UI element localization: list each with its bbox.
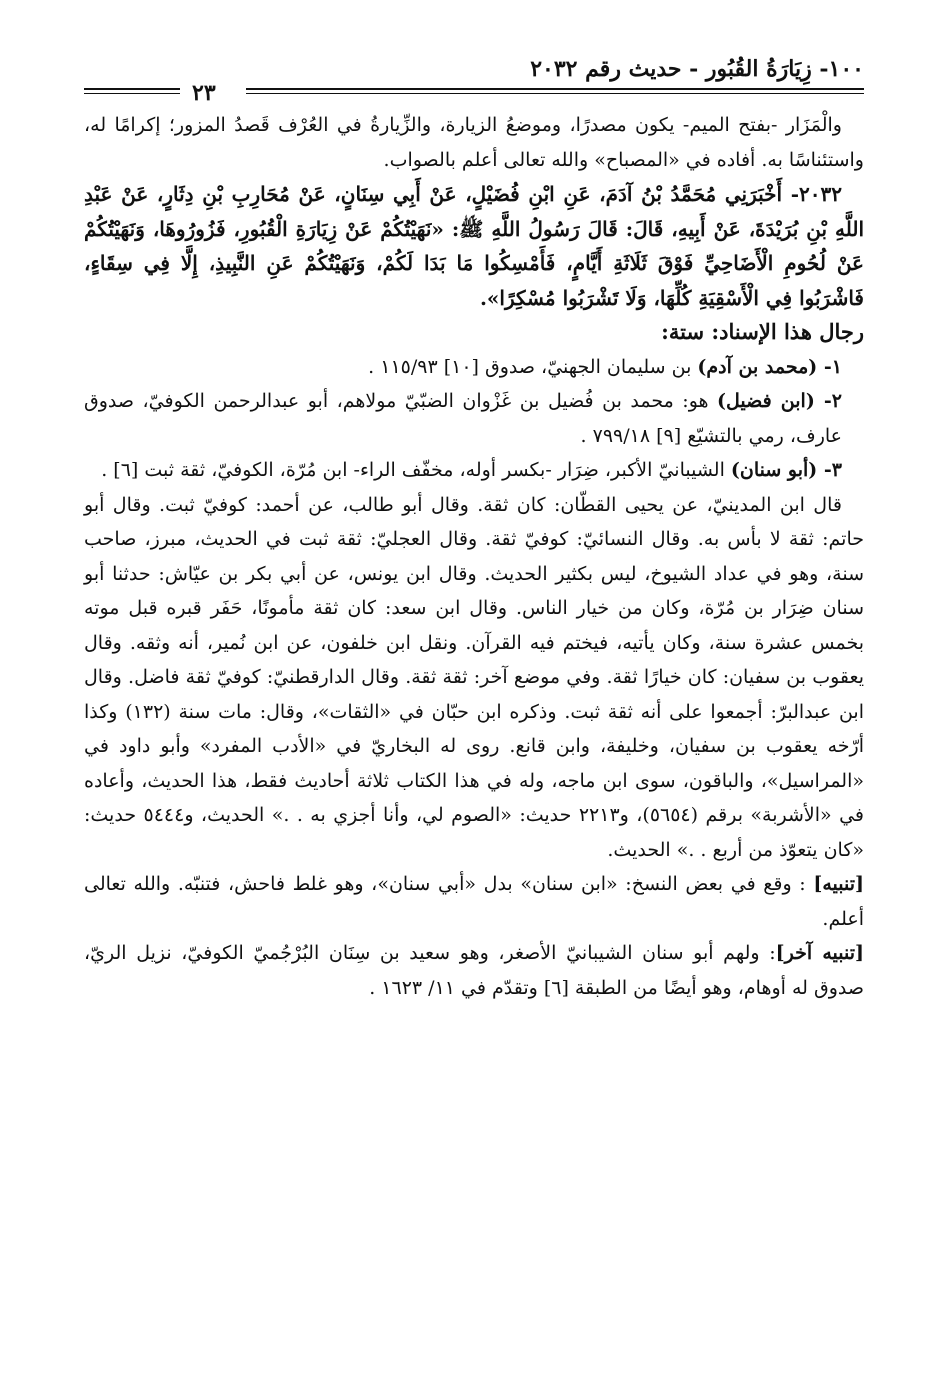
narrator-name: ٣- (أبو سنان): [730, 459, 842, 481]
narrator-text: الشيبانيّ الأكبر، ضِرَار -بكسر أوله، مخفّف الراء- ابن مُرّة، الكوفيّ، ثقة ثبت [٦] .: [101, 459, 731, 481]
page-body: [84, 108, 864, 1005]
hadith-text: ٢٠٣٢- أَخْبَرَنِي مُحَمَّدُ بْنُ آدَمَ، عَنِ ابْنِ فُضَيْلٍ، عَنْ أَبِي سِنَانٍ، عَنْ مُحَارِبِ بْنِ دِثَارٍ، عَنْ عَبْدِ اللَّهِ بْنِ بُرَيْدَةَ، عَنْ أَبِيهِ، قَالَ: قَالَ رَسُولُ اللَّهِ ﷺ: «نَهَيْتُكُمْ عَنْ زِيَارَةِ الْقُبُورِ، فَزُورُوهَا، وَنَهَيْتُكُمْ عَنْ لُحُومِ الْأَضَاحِيِّ فَوْقَ ثَلَاثَةِ أَيَّامٍ، فَأَمْسِكُوا مَا بَدَا لَكُمْ، وَنَهَيْتُكُمْ عَنِ النَّبِيذِ، إِلَّا فِي سِقَاءٍ، فَاشْرَبُوا فِي الْأَسْقِيَةِ كُلِّهَا، وَلَا تَشْرَبُوا مُسْكِرًا».: [84, 182, 864, 310]
note-text: : ولهم أبو سنان الشيبانيّ الأصغر، وهو سعيد بن سِنَان البُرْجُميّ الكوفيّ، نزيل الريّ، صدوق له أوهام، وهو أيضًا من الطبقة [٦] وتقدّم في ١١/ ١٦٢٣ .: [84, 942, 864, 999]
note-entry: [84, 867, 864, 936]
narrator-text: هو: محمد بن فُضيل بن غَزْوان الضبّيّ مولاهم، أبو عبدالرحمن الكوفيّ، صدوق عارف، رمي بالتشيّع [٩] ٧٩٩/١٨ .: [84, 390, 842, 447]
header-rule: [246, 88, 864, 94]
note-text: : وقع في بعض النسخ: «ابن سنان» بدل «أبي سنان»، وهو غلط فاحش، فتنبّه. والله تعالى أعلم.: [84, 873, 864, 930]
note-label: [تنبيه]: [813, 873, 864, 895]
running-title: ١٠٠- زِيَارَةُ القُبُور - حديث رقم ٢٠٣٢: [530, 56, 864, 82]
header-rule-short: [84, 88, 180, 94]
commentary-paragraph: قال ابن المدينيّ، عن يحيى القطّان: كان ثقة. وقال أبو طالب، عن أحمد: كوفيّ ثبت. وقال أبو حاتم: ثقة لا بأس به. وقال النسائيّ: كوفيّ ثقة. وقال العجليّ: ثقة ثبت في الحديث، مبرز، صاحب سنة، وهو في عداد الشيوخ، ليس بكثير الحديث. وقال ابن يونس، عن أبي بكر بن عيّاش: حدثنا أبو سنان ضِرَار بن مُرّة، وكان من خيار الناس. وقال ابن سعد: كان ثقة مأمونًا، حَفَر قبره قبل موته بخمس عشرة سنة، وكان يأتيه، فيختم فيه القرآن. ونقل ابن خلفون، عن ابن نُمير، أنه وثقه. وقال يعقوب بن سفيان: كان خيارًا ثقة. وفي موضع آخر: ثقة ثقة. وقال الدارقطنيّ: كوفيّ ثقة فاضل. وقال ابن عبدالبرّ: أجمعوا على أنه ثقة ثبت. وذكره ابن حبّان في «الثقات»، وقال: مات سنة (١٣٢) وكذا أرّخه يعقوب بن سفيان، وخليفة، وابن قانع. روى له البخاريّ في «الأدب المفرد» وأبو داود في «المراسيل»، والباقون، سوى ابن ماجه، وله في هذا الكتاب ثلاثة أحاديث فقط، هذا الحديث، وأعاده في «الأشربة» برقم (٥٦٥٤)، و٢٢١٣ حديث: «الصوم لي، وأنا أجزي به . .» الحديث، و٥٤٤٤ حديث: «كان يتعوّذ من أربع . .» الحديث.: [84, 493, 864, 861]
intro-paragraph: والْمَزَار -بفتح الميم- يكون مصدرًا، وموضعُ الزيارة، والزِّيارةُ في العُرْف قَصدُ المزور؛ إكرامًا له، واستئناسًا به. أفاده في «المصباح» والله تعالى أعلم بالصواب.: [84, 114, 864, 171]
page-number: ٢٣: [192, 80, 216, 106]
narrator-entry: [84, 384, 864, 453]
page-header: [84, 52, 864, 106]
section-title: رجال هذا الإسناد: ستة:: [661, 319, 864, 344]
narrator-entry: [84, 453, 864, 488]
narrator-entry: [84, 350, 864, 385]
note-label: [تنبيه آخر]: [775, 942, 864, 964]
note-entry: [84, 936, 864, 1005]
narrator-name: ٢- (ابن فضيل): [717, 390, 842, 412]
narrator-text: بن سليمان الجهنيّ، صدوق [١٠] ١١٥/٩٣ .: [368, 355, 698, 378]
narrator-name: ١- (محمد بن آدم): [697, 355, 842, 378]
